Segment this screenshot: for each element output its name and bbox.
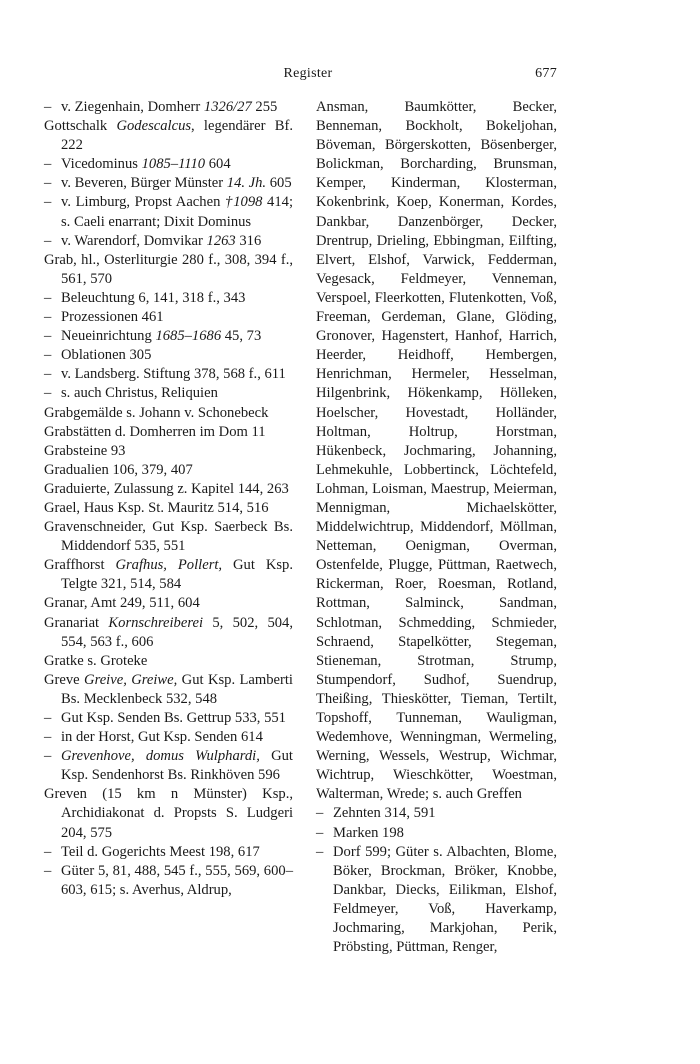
index-subentry bbox=[316, 824, 557, 843]
italic-segment: Godescalcus bbox=[116, 118, 192, 135]
text-segment: Teil d. Gogerichts Meest 198, 617 bbox=[61, 843, 260, 860]
text-segment: s. auch Christus, Reliquien bbox=[61, 385, 218, 402]
text-segment: v. Limburg, Propst Aachen bbox=[61, 194, 225, 211]
text-segment: 45, 73 bbox=[221, 328, 262, 345]
index-entry bbox=[44, 404, 293, 423]
index-subentry bbox=[44, 327, 293, 346]
index-subentry bbox=[44, 843, 293, 862]
italic-segment: †1098 bbox=[224, 194, 263, 211]
text-segment: 604 bbox=[205, 156, 231, 173]
italic-segment: 1263 bbox=[206, 232, 236, 249]
text-segment: Güter 5, 81, 488, 545 f., 555, 569, 600–603, 615; s. Averhus, Aldrup, bbox=[61, 862, 293, 898]
subentry-dash: – bbox=[44, 347, 52, 364]
italic-segment: Greive, Greiwe, bbox=[84, 671, 178, 688]
subentry-dash: – bbox=[44, 862, 52, 879]
text-segment: Grab, hl., Osterliturgie 280 f., 308, 394 f., 561, 570 bbox=[44, 251, 293, 287]
left-column bbox=[44, 98, 293, 900]
index-subentry bbox=[44, 365, 293, 384]
index-subentry bbox=[44, 384, 293, 403]
index-entry bbox=[44, 556, 293, 594]
index-entry bbox=[44, 423, 293, 442]
text-segment: Marken 198 bbox=[333, 824, 404, 841]
text-segment: , legendärer Bf. 222 bbox=[61, 118, 293, 154]
index-entry bbox=[44, 480, 293, 499]
index-subentry bbox=[44, 346, 293, 365]
italic-segment: Kornschreiberei bbox=[108, 614, 203, 631]
subentry-dash: – bbox=[44, 843, 52, 860]
text-segment: 414; s. Caeli enarrant; Dixit Dominus bbox=[61, 194, 293, 230]
text-segment: Grabstätten d. Domherren im Dom 11 bbox=[44, 423, 266, 440]
text-segment: 5, 502, 504, 554, 563 f., 606 bbox=[61, 614, 293, 650]
text-segment: Oblationen 305 bbox=[61, 347, 152, 364]
text-segment: Gut Ksp. Senden Bs. Gettrup 533, 551 bbox=[61, 710, 286, 726]
index-entry bbox=[316, 98, 557, 804]
subentry-dash: – bbox=[44, 710, 52, 726]
text-segment: Grael, Haus Ksp. St. Mauritz 514, 516 bbox=[44, 499, 269, 516]
index-entry bbox=[44, 614, 293, 652]
text-segment: 255 bbox=[251, 99, 278, 115]
page-number: 677 bbox=[535, 66, 557, 81]
text-segment: Neueinrichtung bbox=[61, 328, 156, 345]
index-subentry bbox=[44, 155, 293, 174]
italic-segment: 14. Jh. bbox=[226, 175, 267, 192]
text-segment: v. Ziegenhain, Domherr bbox=[61, 99, 204, 115]
text-segment: Grabsteine 93 bbox=[44, 442, 126, 459]
index-subentry bbox=[44, 232, 293, 251]
text-segment: Gut Ksp. Sendenhorst Bs. Rinkhöven 596 bbox=[61, 748, 293, 784]
text-segment: Greven (15 km n Münster) Ksp., Archidiakonat d. Propsts S. Ludgeri 204, 575 bbox=[44, 786, 293, 841]
text-segment: Vicedominus bbox=[61, 156, 142, 173]
index-subentry bbox=[44, 289, 293, 308]
italic-segment: 1085–1110 bbox=[141, 156, 206, 173]
text-segment: v. Landsberg. Stiftung 378, 568 f., 611 bbox=[61, 366, 286, 383]
subentry-dash: – bbox=[44, 309, 52, 326]
running-head bbox=[0, 66, 700, 86]
index-subentry bbox=[44, 193, 293, 231]
index-entry bbox=[44, 442, 293, 461]
subentry-dash: – bbox=[44, 99, 52, 115]
subentry-dash: – bbox=[44, 194, 52, 211]
subentry-dash: – bbox=[44, 232, 52, 249]
text-segment: Granariat bbox=[44, 614, 109, 631]
text-segment: Ansman, Baumkötter, Becker, Benneman, Bockholt, Bokeljohan, Böveman, Börgerskotten, Bösenberger, Bolickman, Borcharding, Brunsman, Kemper, Kinderman, Klosterman, Kokenbrink, Koep, Konerman, Kordes, Dankbar, Danzenbörger, Decker, Drentrup, Drieling, Ebbingman, Eilfting, Elvert, Elshof, Varwick, Fedderman, Vegesack, Feldmeyer, Venneman, Verspoel, Fleerkotten, Flutenkotten, Voß, Freeman, Gerdeman, Glane, Glöding, Gronover, Hagenstert, Hanhof, Harrich, Heerder, Heidhoff, Hembergen, Henrichman, Hermeler, Hesselman, Hilgenbrink, Hökenkamp, Hölleken, Hoelscher, Hovestadt, Holländer, Holtman, Holtrup, Horstman, Hükenbeck, Jochmaring, Johanning, Lehmekuhle, Lobbertinck, Löchtefeld, Lohman, Loisman, Maestrup, Meierman, Mennigman, Michaelskötter, Middelwichtrup, Middendorf, Möllman, Netteman, Oenigman, Overman, Ostenfelde, Plugge, Püttman, Raetwech, Rickerman, Roer, Roesman, Rotland, Rottman, Salminck, Sandman, Schlotman, Schmedding, Schmieder, Schraend, Stapelkötter, Stegeman, Stieneman, Strotman, Strump, Stumpendorf, Sudhof, Suendrup, Theißing, Thieskötter, Tieman, Tertilt, Topshoff, Tunneman, Wauligman, Wedemhove, Wenningman, Wermeling, Werning, Wessels, Westrup, Wichmar, Wichtrup, Wieschkötter, Woestman, Walterman, Wrede; s. auch Greffen bbox=[316, 99, 557, 803]
subentry-dash: – bbox=[316, 805, 324, 822]
index-subentry bbox=[316, 804, 557, 823]
index-entry bbox=[44, 594, 293, 613]
text-segment: Gut Ksp. Lamberti Bs. Mecklenbeck 532, 548 bbox=[61, 671, 293, 707]
index-entry bbox=[44, 117, 293, 155]
text-segment: Gottschalk bbox=[44, 118, 117, 135]
index-subentry bbox=[316, 843, 557, 958]
text-segment: v. Beveren, Bürger Münster bbox=[61, 175, 227, 192]
right-column bbox=[316, 98, 557, 957]
subentry-dash: – bbox=[44, 175, 52, 192]
index-entry bbox=[44, 518, 293, 556]
text-segment: Beleuchtung 6, 141, 318 f., 343 bbox=[61, 289, 246, 306]
text-segment: Graffhorst bbox=[44, 557, 116, 574]
subentry-dash: – bbox=[44, 289, 52, 306]
index-entry bbox=[44, 251, 293, 289]
subentry-dash: – bbox=[44, 729, 52, 746]
index-subentry bbox=[44, 709, 293, 728]
index-subentry bbox=[44, 308, 293, 327]
text-segment: Zehnten 314, 591 bbox=[333, 805, 436, 822]
italic-segment: Grevenhove, domus Wulphardi, bbox=[61, 748, 260, 765]
text-segment: v. Warendorf, Domvikar bbox=[61, 232, 207, 249]
italic-segment: 1685–1686 bbox=[155, 328, 222, 345]
index-subentry bbox=[44, 174, 293, 193]
index-entry bbox=[44, 499, 293, 518]
italic-segment: Grafhus, Pollert, bbox=[115, 557, 223, 574]
text-segment: Gut Ksp. Telgte 321, 514, 584 bbox=[61, 557, 293, 593]
text-segment: Grabgemälde s. Johann v. Schonebeck bbox=[44, 404, 269, 421]
running-head-title: Register bbox=[283, 66, 333, 81]
text-segment: Prozessionen 461 bbox=[61, 309, 164, 326]
index-subentry bbox=[44, 747, 293, 785]
text-segment: Granar, Amt 249, 511, 604 bbox=[44, 595, 200, 612]
text-segment: Gratke s. Groteke bbox=[44, 652, 148, 669]
subentry-dash: – bbox=[44, 748, 52, 765]
text-segment: 605 bbox=[266, 175, 292, 192]
subentry-dash: – bbox=[44, 366, 52, 383]
index-subentry bbox=[44, 728, 293, 747]
index-entry bbox=[44, 461, 293, 480]
index-subentry bbox=[44, 98, 293, 117]
text-segment: Greve bbox=[44, 671, 85, 688]
text-segment: 316 bbox=[235, 232, 262, 249]
index-entry bbox=[44, 652, 293, 671]
text-segment: in der Horst, Gut Ksp. Senden 614 bbox=[61, 729, 263, 746]
index-entry bbox=[44, 785, 293, 842]
text-segment: Gravenschneider, Gut Ksp. Saerbeck Bs. Middendorf 535, 551 bbox=[44, 519, 293, 555]
text-segment: Gradualien 106, 379, 407 bbox=[44, 461, 193, 478]
subentry-dash: – bbox=[44, 156, 52, 173]
index-entry bbox=[44, 671, 293, 709]
subentry-dash: – bbox=[44, 385, 52, 402]
index-subentry bbox=[44, 862, 293, 900]
italic-segment: 1326/27 bbox=[203, 99, 252, 115]
subentry-dash: – bbox=[316, 843, 324, 860]
subentry-dash: – bbox=[44, 328, 52, 345]
text-segment: Graduierte, Zulassung z. Kapitel 144, 263 bbox=[44, 480, 289, 497]
text-segment: Dorf 599; Güter s. Albachten, Blome, Böker, Brockman, Bröker, Knobbe, Dankbar, Diecks, Eilikman, Elshof, Feldmeyer, Voß, Haverkamp, Jochmaring, Markjohan, Perik, Pröbsting, Püttman, Renger, bbox=[333, 843, 557, 956]
subentry-dash: – bbox=[316, 824, 324, 841]
